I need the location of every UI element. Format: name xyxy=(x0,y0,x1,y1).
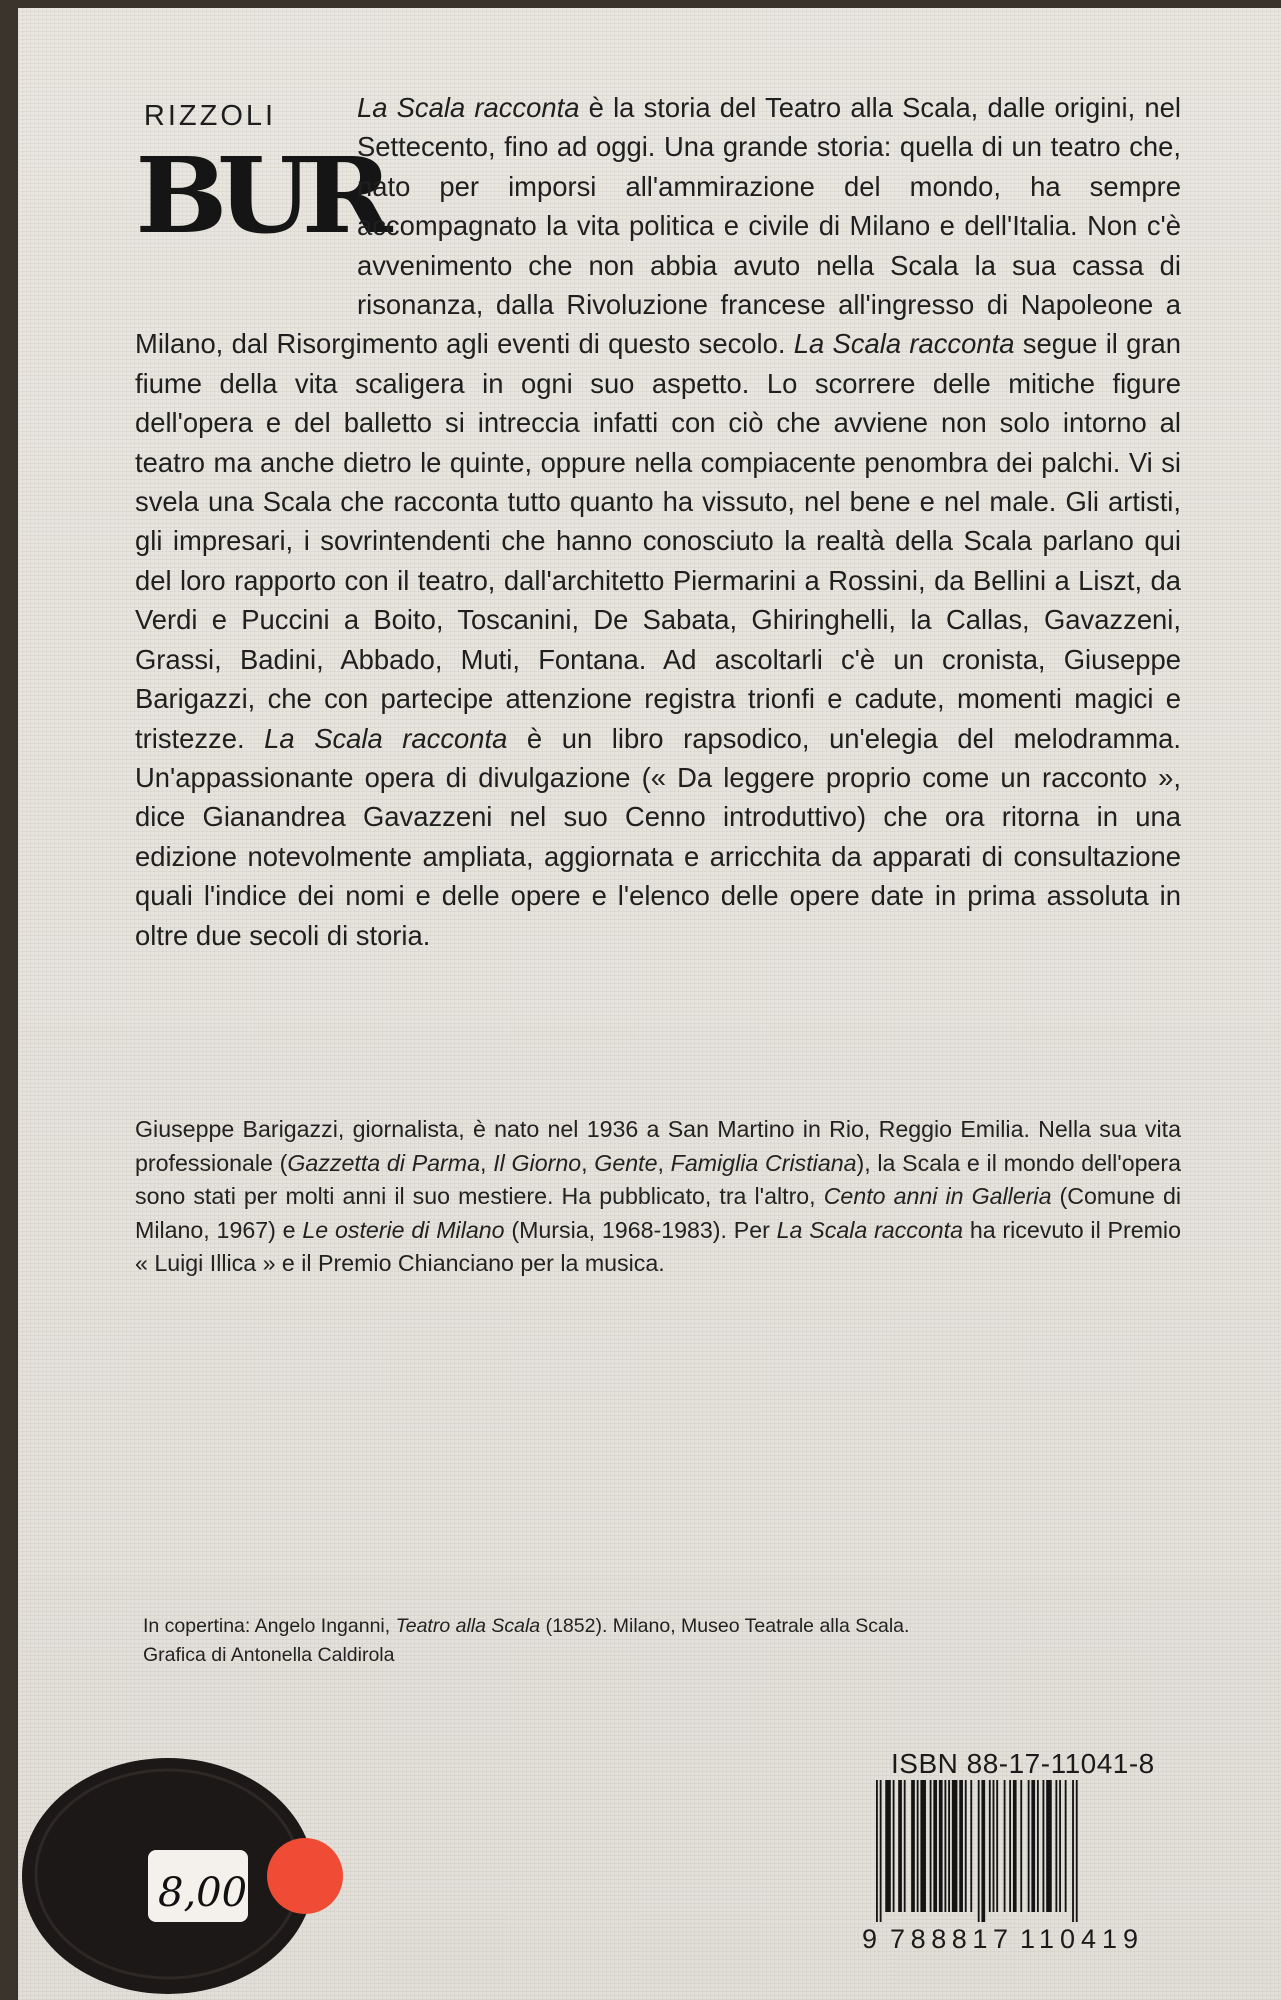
bio-book-3: La Scala racconta xyxy=(776,1216,964,1243)
cover-credit-work: Teatro alla Scala xyxy=(395,1615,541,1637)
bio-text-e: ha ricevuto il Premio « Luigi Illica » e il Premio Chianciano per la musica. xyxy=(135,1216,1181,1277)
isbn-label: ISBN 88-17-11041-8 xyxy=(891,1748,1155,1779)
barcode-bar xyxy=(1059,1780,1061,1912)
cover-art-credit xyxy=(143,1612,1143,1641)
barcode-bar xyxy=(1020,1780,1022,1912)
cover-credit-prefix: In copertina: Angelo Inganni, xyxy=(143,1615,396,1637)
desc-title: La Scala racconta xyxy=(357,92,580,123)
handwritten-price: 8,00 xyxy=(158,1870,248,1916)
barcode-bar xyxy=(965,1780,967,1912)
bio-sep-1: , xyxy=(480,1149,494,1176)
cover-credits xyxy=(143,1612,1143,1670)
red-dot-sticker xyxy=(267,1838,343,1914)
bio-text-b: ), la Scala e il mondo dell'opera sono stati per molti anni il suo mestiere. Ha pubblicato, tra l'altro, xyxy=(135,1149,1182,1210)
barcode-bar xyxy=(989,1780,991,1912)
desc-text-3: è un libro rapsodico, un'elegia del melodramma. Un'appassionante opera di divulgazione (« Da leggere proprio come un racconto », dice Gianandrea Gavazzeni nel suo Cenno introduttivo) che ora ritorna in una edizione notevolmente ampliata, aggiornata e arricchita da apparati di consultazione quali l'indice dei nomi e delle opere e l'elenco delle opere date in prima assoluta in oltre due secoli di storia. xyxy=(135,722,1181,951)
barcode-bar xyxy=(1009,1780,1011,1912)
barcode-bar xyxy=(959,1780,963,1912)
barcode-bar xyxy=(920,1780,926,1912)
barcode-bar xyxy=(1031,1780,1035,1912)
logo-spacer xyxy=(135,88,357,324)
barcode-bar xyxy=(876,1780,878,1922)
author-bio xyxy=(135,1113,1181,1281)
bio-text-a: Giuseppe Barigazzi, giornalista, è nato nel 1936 a San Martino in Rio, Reggio Emilia. Nella sua vita professionale ( xyxy=(135,1116,1181,1176)
barcode-bar xyxy=(1076,1780,1078,1922)
barcode-bar xyxy=(930,1780,932,1912)
desc-text-2: segue il gran fiume della vita scaligera in ogni suo aspetto. Lo scorrere delle mitiche figure dell'opera e del balletto si intreccia infatti con ciò che avviene non solo intorno al teatro ma anche dietro le quinte, oppure nella compiacente penombra dei palchi. Vi si svela una Scala che racconta tutto quanto ha vissuto, nel bene e nel male. Gli artisti, gli impresari, i sovrintendenti che hanno conosciuto la realtà della Scala parlano qui del loro rapporto con il teatro, dall'architetto Piermarini a Rossini, da Bellini a Liszt, da Verdi e Puccini a Boito, Toscanini, De Sabata, Ghiringhelli, la Callas, Gavazzeni, Grassi, Badini, Abbado, Muti, Fontana. Ad ascoltarli c'è un cronista, Giuseppe Barigazzi, che con partecipe attenzione registra trionfi e cadute, momenti magici e tristezze. xyxy=(135,328,1182,754)
barcode-bar xyxy=(1055,1780,1057,1912)
barcode-bar xyxy=(933,1780,937,1912)
barcode-bar xyxy=(1004,1780,1006,1912)
barcode-bar xyxy=(1072,1780,1074,1922)
bio-pub-4: Famiglia Cristiana xyxy=(670,1149,857,1176)
barcode-bar xyxy=(917,1780,919,1912)
bio-text-d: (Mursia, 1968-1983). Per xyxy=(504,1216,777,1243)
barcode-bar xyxy=(1028,1780,1030,1912)
bio-pub-1: Gazzetta di Parma xyxy=(287,1149,480,1176)
bio-pub-2: Il Giorno xyxy=(493,1149,582,1176)
bio-sep-2: , xyxy=(581,1149,595,1176)
desc-title-2: La Scala racconta xyxy=(793,328,1015,360)
barcode-bar xyxy=(939,1780,943,1912)
barcode-bar xyxy=(1013,1780,1017,1912)
barcode-bar xyxy=(893,1780,895,1912)
cover-credit-suffix: (1852). Milano, Museo Teatrale alla Scala. xyxy=(540,1615,910,1637)
design-credit: Grafica di Antonella Caldirola xyxy=(143,1644,395,1666)
ean-digits xyxy=(860,1922,1160,1952)
barcode-bar xyxy=(970,1780,972,1912)
ean-left-group: 788817 xyxy=(890,1924,1008,1954)
barcode-bar xyxy=(880,1780,882,1922)
bio-text-c: (Comune di Milano, 1967) e xyxy=(135,1183,1181,1243)
price-sticker xyxy=(18,1738,328,2000)
ean-right-group: 110419 xyxy=(1020,1924,1138,1954)
desc-title-3: La Scala racconta xyxy=(264,722,508,754)
publisher-name: RIZZOLI xyxy=(143,100,277,132)
barcode-bar xyxy=(1046,1780,1052,1912)
bio-book-1: Cento anni in Galleria xyxy=(823,1183,1052,1210)
ean-first-digit: 9 xyxy=(862,1924,878,1954)
bio-sep-3: , xyxy=(657,1149,671,1176)
barcode-bar xyxy=(944,1780,946,1912)
bio-pub-3: Gente xyxy=(594,1149,658,1176)
barcode-bar xyxy=(885,1780,891,1912)
barcode-bar xyxy=(1043,1780,1045,1912)
barcode-bar xyxy=(993,1780,995,1912)
barcode-bar xyxy=(978,1780,980,1922)
bur-logo-text: BUR xyxy=(135,135,382,258)
barcode-bar xyxy=(1037,1780,1039,1912)
book-description xyxy=(135,88,1181,955)
barcode-bar xyxy=(948,1780,950,1912)
barcode-bar xyxy=(911,1780,915,1912)
desc-text-1: è la storia del Teatro alla Scala, dalle origini, nel Settecento, fino ad oggi. Una grande storia: quella di un teatro che, nato per imporsi all'ammirazione del mondo, ha sempre accompagnato la vita politica e civile di Milano e dell'Italia. Non c'è avvenimento che non abbia avuto nella Scala la sua cassa di risonanza, dalla Rivoluzione francese all'ingresso di Napoleone a Milano, dal Risorgimento agli eventi di questo secolo. xyxy=(135,92,1181,360)
barcode-bar xyxy=(996,1780,998,1912)
barcode-bar xyxy=(1065,1780,1067,1912)
barcode-bar xyxy=(898,1780,902,1912)
barcode-bar xyxy=(981,1780,985,1922)
bio-book-2: Le osterie di Milano xyxy=(302,1216,505,1243)
barcode-bar xyxy=(952,1780,958,1912)
barcode-bar xyxy=(904,1780,906,1912)
book-back-cover xyxy=(18,8,1281,2000)
barcode xyxy=(874,1780,1156,1922)
